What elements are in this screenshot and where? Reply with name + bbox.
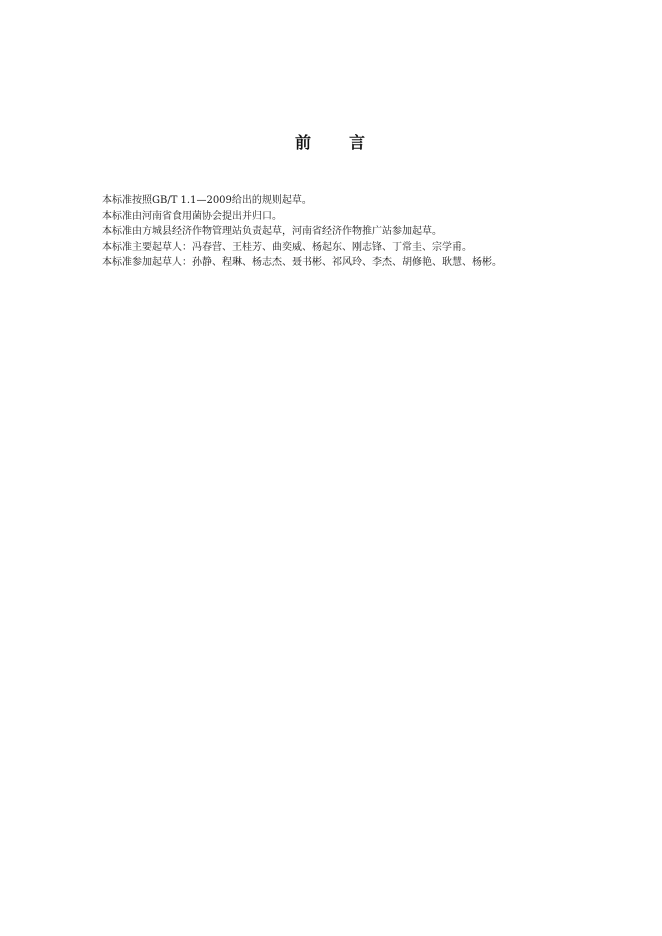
paragraph-drafting-units: 本标准由方城县经济作物管理站负责起草，河南省经济作物推广站参加起草。 — [102, 226, 442, 237]
paragraph-proposer: 本标准由河南省食用菌协会提出并归口。 — [102, 210, 282, 222]
page-title: 前 言 — [294, 133, 367, 152]
paragraph-participating-drafters: 本标准参加起草人：孙静、程琳、杨志杰、聂书彬、祁风玲、李杰、胡修艳、耿慧、杨彬。 — [102, 257, 502, 268]
paragraph-drafting-rules: 本标准按照GB/T 1.1—2009给出的规则起草。 — [102, 195, 312, 206]
paragraph-main-drafters: 本标准主要起草人：冯春营、王桂芳、曲奕威、杨起东、刚志锋、丁常圭、宗学甫。 — [102, 241, 472, 253]
foreword-body — [102, 193, 622, 271]
